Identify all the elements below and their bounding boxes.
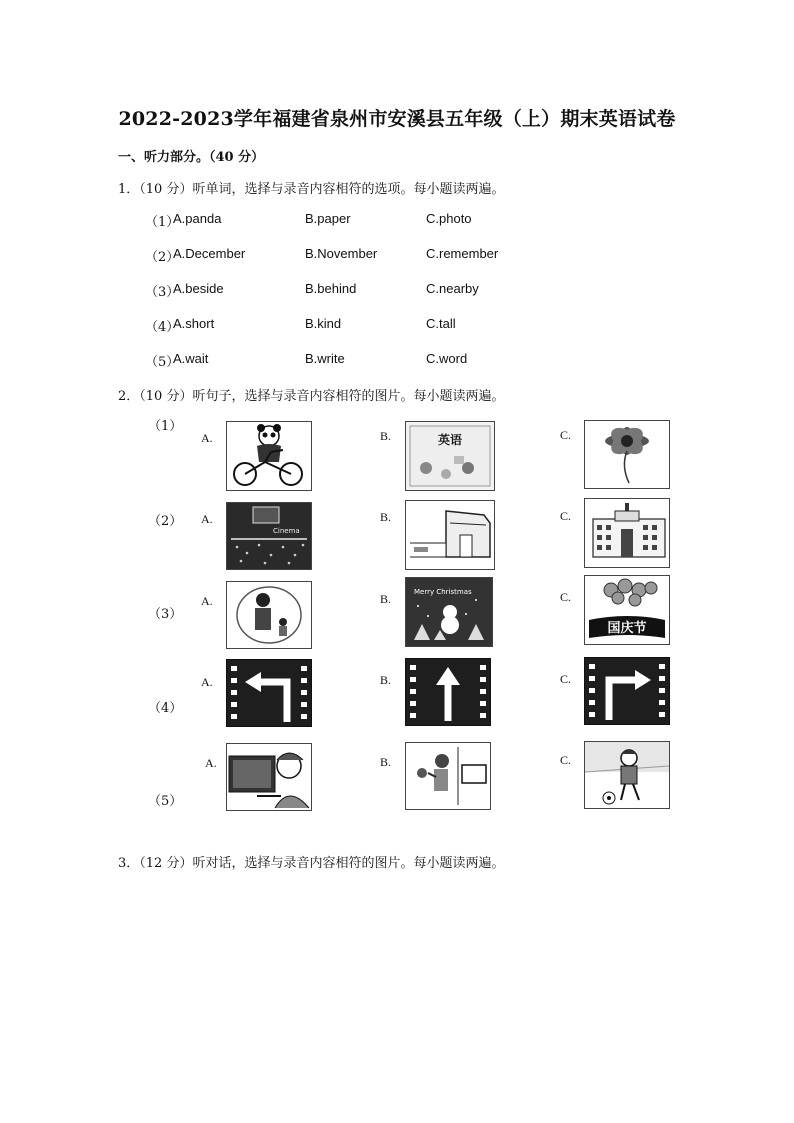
q1-option-a[interactable]: A.short: [173, 316, 215, 331]
q1-option-a[interactable]: A.wait: [173, 351, 209, 366]
option-label-b: B.: [380, 510, 392, 524]
section-heading: 一、听力部分。（40 分）: [118, 150, 265, 165]
turn-right-sign-picture[interactable]: [584, 657, 670, 725]
q1-option-a[interactable]: A.beside: [173, 281, 224, 296]
mother-child-picture[interactable]: [226, 581, 312, 649]
boy-football-picture[interactable]: [584, 741, 670, 809]
q1-row-number: （3）: [145, 285, 180, 300]
option-label-c: C.: [560, 753, 572, 767]
option-label-b: B.: [380, 429, 392, 443]
q1-option-b[interactable]: B.behind: [305, 281, 357, 296]
museum-building-picture[interactable]: [405, 500, 495, 570]
option-label-b: B.: [380, 673, 392, 687]
turn-left-sign-picture[interactable]: [226, 659, 312, 727]
q2-item-number: （3）: [148, 607, 183, 622]
q2-item-number: （2）: [148, 514, 183, 529]
option-label-a: A.: [205, 756, 217, 770]
q1-option-b[interactable]: B.November: [305, 246, 378, 261]
page-title: 2022-2023学年福建省泉州市安溪县五年级（上）期末英语试卷: [118, 108, 676, 130]
go-straight-sign-picture[interactable]: [405, 658, 491, 726]
q1-option-a[interactable]: A.panda: [173, 211, 222, 226]
q1-row-number: （5）: [145, 355, 180, 370]
q1-option-b[interactable]: B.write: [305, 351, 345, 366]
q1-row-number: （4）: [145, 320, 180, 335]
q1-option-c[interactable]: C.tall: [426, 316, 456, 331]
option-label-a: A.: [201, 431, 213, 445]
option-label-c: C.: [560, 590, 572, 604]
q1-option-c[interactable]: C.remember: [426, 246, 499, 261]
q2-item-number: （4）: [148, 701, 183, 716]
christmas-picture[interactable]: [405, 577, 493, 647]
option-label-c: C.: [560, 428, 572, 442]
q1-stem: 1．（10 分）听单词，选择与录音内容相符的选项。每小题读两遍。: [118, 182, 505, 197]
option-label-a: A.: [201, 675, 213, 689]
q2-item-number: （1）: [148, 419, 183, 434]
q1-row-number: （2）: [145, 250, 180, 265]
option-label-a: A.: [201, 512, 213, 526]
q1-row-number: （1）: [145, 215, 180, 230]
q2-item-number: （5）: [148, 794, 183, 809]
national-day-text: 国庆节: [607, 621, 647, 636]
option-label-a: A.: [201, 594, 213, 608]
q3-stem: 3．（12 分）听对话，选择与录音内容相符的图片。每小题读两遍。: [118, 856, 505, 871]
cinema-sign: Cinema: [273, 527, 300, 535]
q1-option-c[interactable]: C.word: [426, 351, 468, 366]
q1-option-c[interactable]: C.photo: [426, 211, 472, 226]
boy-computer-picture[interactable]: [226, 743, 312, 811]
english-book-picture[interactable]: [405, 421, 495, 491]
option-label-b: B.: [380, 592, 392, 606]
q1-option-a[interactable]: A.December: [173, 246, 246, 261]
book-title: 英语: [437, 433, 463, 447]
q1-option-b[interactable]: B.kind: [305, 316, 342, 331]
option-label-c: C.: [560, 509, 572, 523]
school-building-picture[interactable]: [584, 498, 670, 568]
option-label-c: C.: [560, 672, 572, 686]
christmas-text: Merry Christmas: [414, 588, 472, 596]
flower-picture[interactable]: [584, 420, 670, 489]
cinema-picture[interactable]: [226, 502, 312, 570]
q2-stem: 2．（10 分）听句子，选择与录音内容相符的图片。每小题读两遍。: [118, 389, 505, 404]
q1-option-c[interactable]: C.nearby: [426, 281, 479, 296]
national-day-picture[interactable]: [584, 575, 670, 645]
option-label-b: B.: [380, 755, 392, 769]
boy-tv-picture[interactable]: [405, 742, 491, 810]
q1-option-b[interactable]: B.paper: [305, 211, 351, 226]
panda-bike-picture[interactable]: [226, 421, 312, 491]
